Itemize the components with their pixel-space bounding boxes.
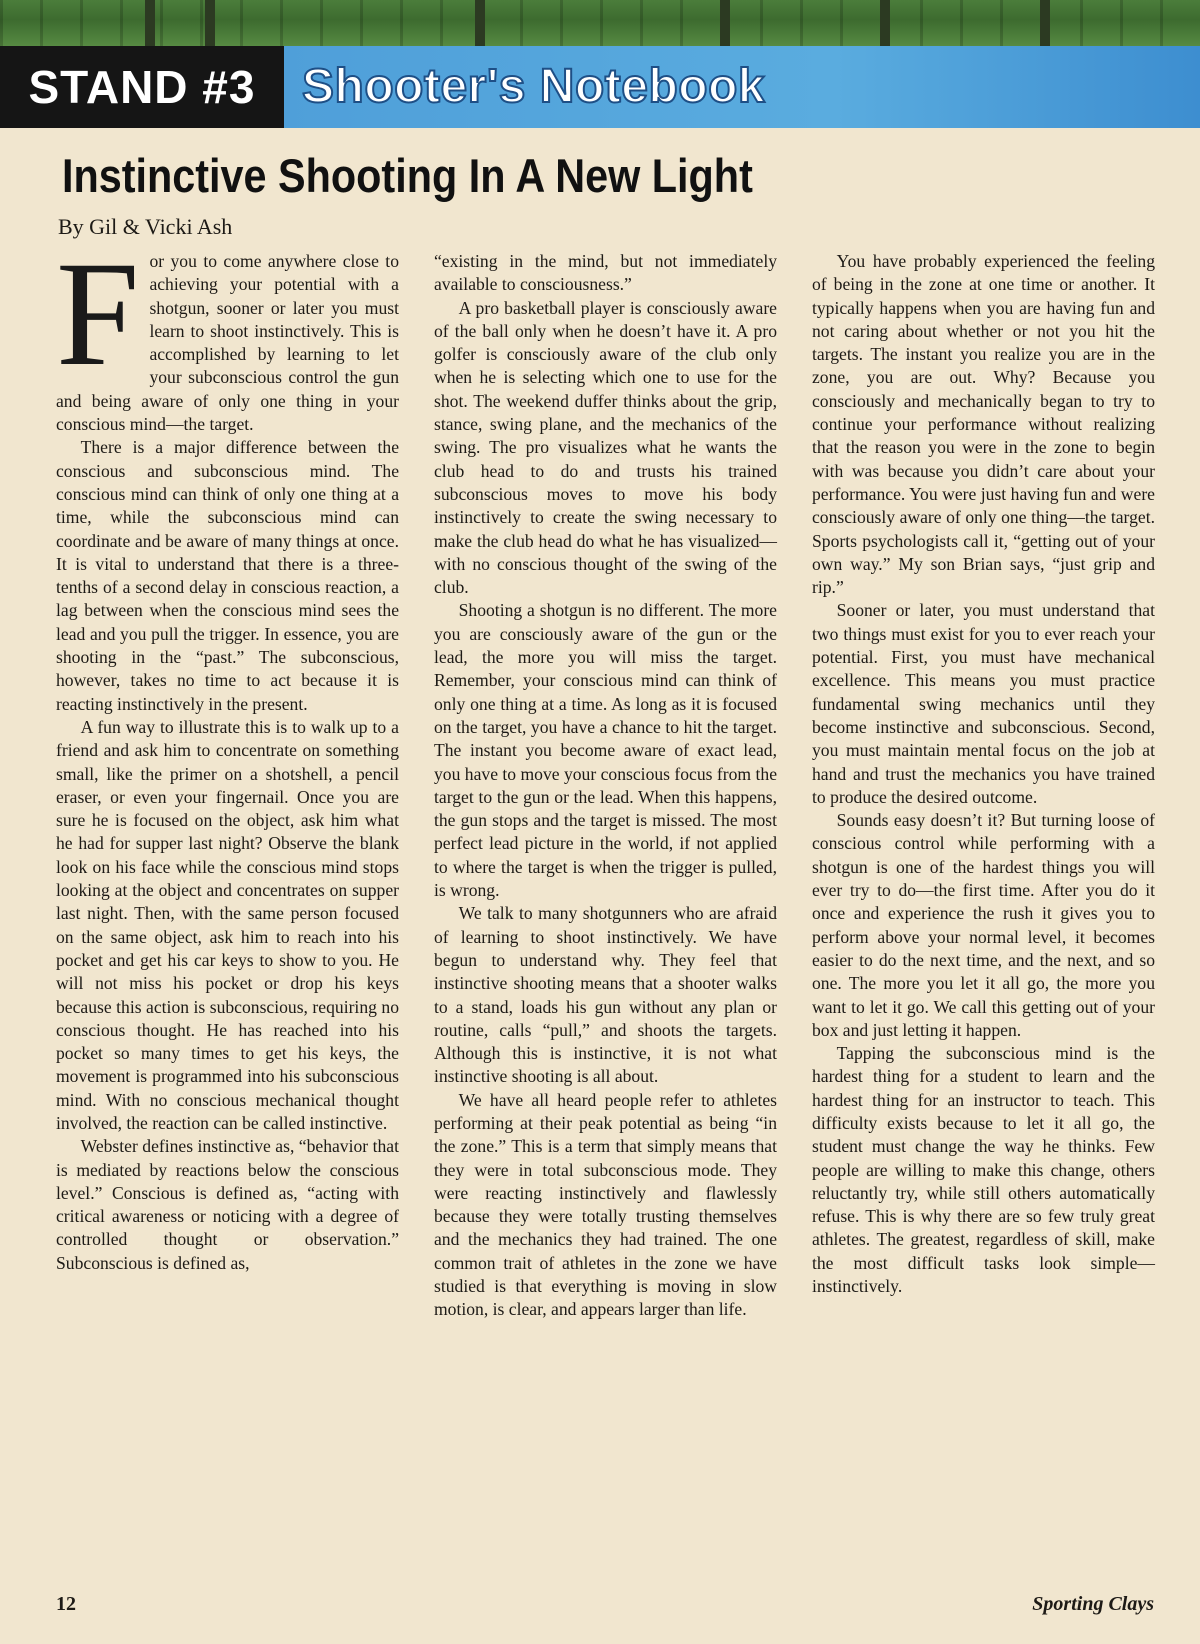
paragraph: We talk to many shotgunners who are afraid of learning to shoot instinctively. We have begun to understand why. They feel that instinctive shooting means that a shooter walks to a stand, loads his gun without any plan or routine, calls “pull,” and shoots the targets. Although this is instinctive, it is not what instinctive shooting is all about. bbox=[434, 903, 777, 1087]
photo-fence-post bbox=[145, 0, 155, 50]
article-column-1 bbox=[56, 231, 399, 1275]
photo-fence-post bbox=[205, 0, 215, 50]
photo-fence-post bbox=[1040, 0, 1050, 50]
photo-fence-post bbox=[880, 0, 890, 50]
paragraph: Tapping the subconscious mind is the hardest thing for a student to learn and the hardest thing for an instructor to teach. This difficulty exists because to let it all go, the student must change the way he thinks. Few people are willing to make this change, others reluctantly try, while still others automatically refuse. This is why there are so few truly great athletes. The greatest, regardless of skill, make the most difficult tasks look simple—instinctively. bbox=[812, 1043, 1155, 1297]
paragraph: “existing in the mind, but not immediately available to consciousness.” bbox=[434, 251, 777, 295]
paragraph: Sooner or later, you must understand that two things must exist for you to ever reach your potential. First, you must have mechanical excellence. This means you must practice fundamental swing mechanics until they become instinctive and subconscious. Second, you must maintain mental focus on the job at hand and trust the mechanics you have trained to produce the desired outcome. bbox=[812, 600, 1155, 807]
magazine-name: Sporting Clays bbox=[1032, 1593, 1154, 1615]
paragraph: There is a major difference between the conscious and subconscious mind. The conscious mind can think of only one thing at a time, while the subconscious mind can coordinate and be aware of many things at once. It is vital to understand that there is a three-tenths of a second delay in conscious reaction, a lag between when the conscious mind sees the lead and you pull the trigger. In essence, you are shooting in the “past.” The subconscious, however, takes no time to act because it is reacting instinctively in the present. bbox=[56, 437, 399, 714]
photo-fence-post bbox=[475, 0, 485, 50]
article-column-3 bbox=[812, 250, 1155, 1298]
paragraph: Sounds easy doesn’t it? But turning loose of conscious control while performing with a shotgun is one of the hardest things you will ever try to do—the first time. After you do it once and experience the rush it gives you to perform above your normal level, it becomes easier to do the next time, and the next, and so one. The more you let it all go, the more you want to let it go. We call this getting out of your box and just letting it happen. bbox=[812, 810, 1155, 1040]
paragraph: or you to come anywhere close to achieving your potential with a shotgun, sooner or later you must learn to shoot instinctively. This is accomplished by learning to let your subconscious control the gun and being aware of only one thing in your conscious mind—the target. bbox=[56, 251, 399, 435]
section-title: Shooter's Notebook bbox=[302, 60, 766, 113]
article-column-2 bbox=[434, 250, 777, 1322]
paragraph: We have all heard people refer to athletes performing at their peak potential as being “in the zone.” This is a term that simply means that they were in total subconscious mode. They were reacting instinctively and flawlessly because they were totally trusting themselves and the mechanics they had trained. The one common trait of athletes in the zone we have studied is that everything is moving in slow motion, is clear, and appears larger than life. bbox=[434, 1089, 777, 1320]
article-headline: Instinctive Shooting In A New Light bbox=[62, 149, 753, 202]
section-banner bbox=[0, 46, 1200, 128]
paragraph: Shooting a shotgun is no different. The more you are consciously aware of the gun or the lead, the more you will miss the target. Remember, your conscious mind can think of only one thing at a time. As long as it is focused on the target, you have a chance to hit the target. The instant you become aware of exact lead, you have to move your conscious focus from the target to the gun or the lead. When this happens, the gun stops and the target is missed. The most perfect lead picture in the world, if not applied to where the target is when the trigger is pulled, is wrong. bbox=[434, 600, 778, 901]
drop-cap: F bbox=[56, 231, 140, 397]
stand-label: STAND #3 bbox=[0, 46, 284, 128]
paragraph: You have probably experienced the feeling of being in the zone at one time or another. It typically happens when you are having fun and not caring about whether or not you hit the targets. The instant you realize you are in the zone, you are out. Why? Because you consciously and mechanically began to try to continue your performance without realizing that the reason you were in the zone to begin with was because you didn’t care about your performance. You were just having fun and were consciously aware of only one thing—the target. Sports psychologists call it, “getting out of your own way.” My son Brian says, “just grip and rip.” bbox=[812, 251, 1155, 598]
section-label-box bbox=[284, 46, 1200, 128]
photo-fence-post bbox=[720, 0, 730, 50]
paragraph: Webster defines instinctive as, “behavior that is mediated by reactions below the conscious level.” Conscious is defined as, “acting with critical awareness or noticing with a degree of controlled thought or observation.” Subconscious is defined as, bbox=[56, 1136, 399, 1273]
header-photo-strip bbox=[0, 0, 1200, 50]
article-byline: By Gil & Vicki Ash bbox=[58, 214, 233, 239]
paragraph: A pro basketball player is consciously aware of the ball only when he doesn’t have it. A pro golfer is consciously aware of the club only when he is selecting which one to use for the shot. The weekend duffer thinks about the grip, stance, swing plane, and the mechanics of the swing. The pro visualizes what he wants the club head to do and trusts his trained subconscious moves to move his body instinctively to create the swing necessary to make the club head do what he has visualized—with no conscious thought of the swing of the club. bbox=[434, 297, 777, 598]
page-number: 12 bbox=[56, 1593, 76, 1615]
paragraph: A fun way to illustrate this is to walk up to a friend and ask him to concentrate on something small, like the primer on a shotshell, a pencil eraser, or even your fingernail. Once you are sure he is focused on the object, ask him what he had for supper last night? Observe the blank look on his face while the conscious mind stops looking at the object and concentrates on supper last night. Then, with the same person focused on the same object, ask him to reach into his pocket and get his car keys to show to you. He will not miss his pocket or drop his keys because this action is subconscious, requiring no conscious thought. He has reached into his pocket so many times to get his keys, the movement is programmed into his subconscious mind. With no conscious mechanical thought involved, the reaction can be called instinctive. bbox=[56, 716, 399, 1133]
